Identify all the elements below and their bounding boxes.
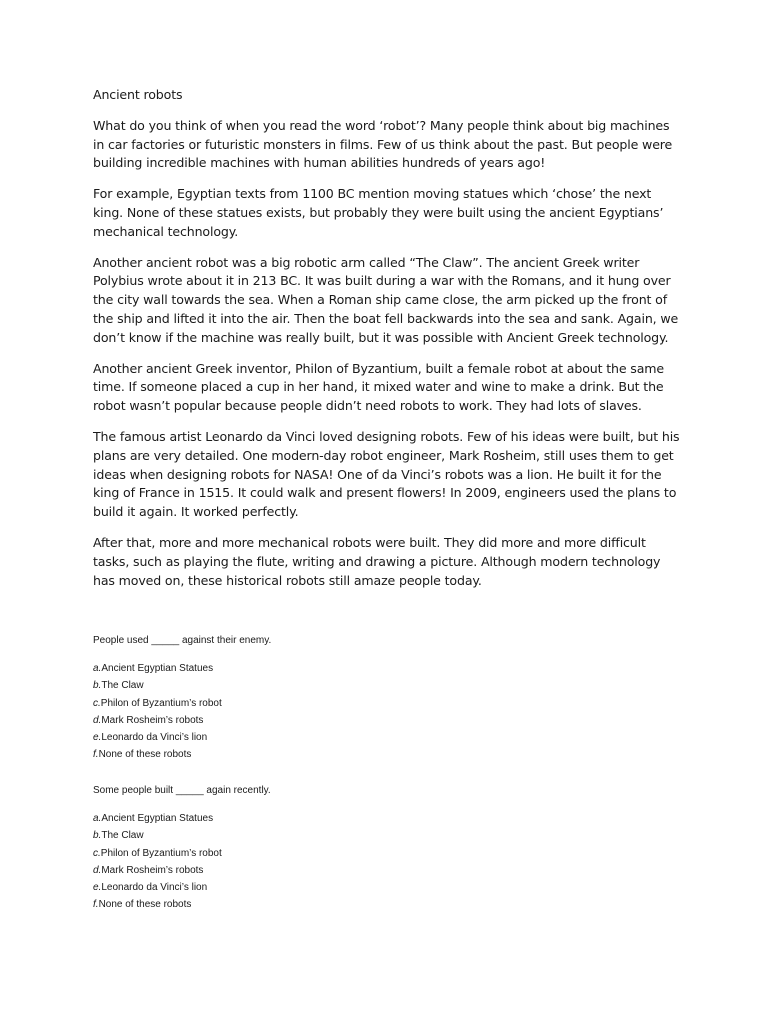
option-text: Mark Rosheim’s robots (101, 864, 204, 876)
option-letter: e. (93, 882, 102, 894)
answer-option[interactable] (93, 712, 683, 729)
option-letter: c. (93, 697, 101, 709)
option-letter: e. (93, 732, 102, 744)
option-text: None of these robots (98, 749, 192, 761)
option-text: None of these robots (98, 899, 192, 911)
answer-option[interactable] (93, 810, 683, 827)
option-text: Philon of Byzantium’s robot (100, 847, 222, 859)
option-text: Ancient Egyptian Statues (101, 663, 214, 675)
option-text: The Claw (101, 680, 144, 692)
answer-option[interactable] (93, 660, 683, 677)
article-paragraph: For example, Egyptian texts from 1100 BC mention moving statues which ‘chose’ the next king. None of these statues exists, but probably they were built using the ancient Egyptians’ mechanical technology. (93, 186, 664, 239)
option-text: Mark Rosheim’s robots (101, 714, 204, 726)
option-letter: d. (93, 864, 102, 876)
option-letter: a. (93, 813, 102, 825)
article (93, 86, 683, 602)
answer-options (93, 810, 683, 913)
option-letter: c. (93, 847, 101, 859)
option-letter: f. (93, 749, 99, 761)
question-text: Some people built _____ again recently. (93, 785, 271, 796)
answer-option[interactable] (93, 827, 683, 844)
option-text: Leonardo da Vinci’s lion (101, 882, 208, 894)
option-text: Ancient Egyptian Statues (101, 813, 214, 825)
article-title: Ancient robots (93, 87, 183, 102)
option-letter: a. (93, 663, 102, 675)
answer-option[interactable] (93, 879, 683, 896)
article-paragraph: Another ancient robot was a big robotic arm called “The Claw”. The ancient Greek writer Polybius wrote about it in 213 BC. It was built during a war with the Romans, and it hung over the city wall towards the sea. When a Roman ship came close, the arm picked up the front of the ship and lifted it into the air. Then the boat fell backwards into the sea and sank. Again, we don’t know if the machine was really built, but it was possible with Ancient Greek technology. (93, 254, 679, 345)
question-text: People used _____ against their enemy. (93, 635, 272, 646)
option-letter: b. (93, 830, 102, 842)
option-letter: b. (93, 680, 102, 692)
answer-option[interactable] (93, 845, 683, 862)
answer-option[interactable] (93, 677, 683, 694)
option-letter: d. (93, 714, 102, 726)
article-paragraph: What do you think of when you read the word ‘robot’? Many people think about big machines in car factories or futuristic monsters in films. Few of us think about the past. But people were building incredible machines with human abilities hundreds of years ago! (93, 117, 673, 171)
answer-option[interactable] (93, 695, 683, 712)
article-paragraph: After that, more and more mechanical robots were built. They did more and more difficult tasks, such as playing the flute, writing and drawing a picture. Although modern technology has moved on, these historical robots still amaze people today. (93, 534, 661, 588)
answer-option[interactable] (93, 862, 683, 879)
answer-options (93, 660, 683, 763)
answer-option[interactable] (93, 896, 683, 913)
option-text: The Claw (101, 830, 144, 842)
article-paragraph: The famous artist Leonardo da Vinci loved designing robots. Few of his ideas were built, but his plans are very detailed. One modern-day robot engineer, Mark Rosheim, still uses them to get ideas when designing robots for NASA! One of da Vinci’s robots was a lion. He built it for the king of France in 1515. It could walk and present flowers! In 2009, engineers used the plans to build it again. It worked perfectly. (93, 428, 680, 520)
answer-option[interactable] (93, 729, 683, 746)
quiz-question-1 (93, 632, 683, 763)
answer-option[interactable] (93, 746, 683, 763)
option-text: Philon of Byzantium’s robot (100, 697, 222, 709)
article-paragraph: Another ancient Greek inventor, Philon of Byzantium, built a female robot at about the same time. If someone placed a cup in her hand, it mixed water and wine to make a drink. But the robot wasn’t popular because people didn’t need robots to work. They had lots of slaves. (93, 360, 665, 414)
quiz-question-2 (93, 782, 683, 913)
option-letter: f. (93, 899, 99, 911)
option-text: Leonardo da Vinci’s lion (101, 732, 208, 744)
